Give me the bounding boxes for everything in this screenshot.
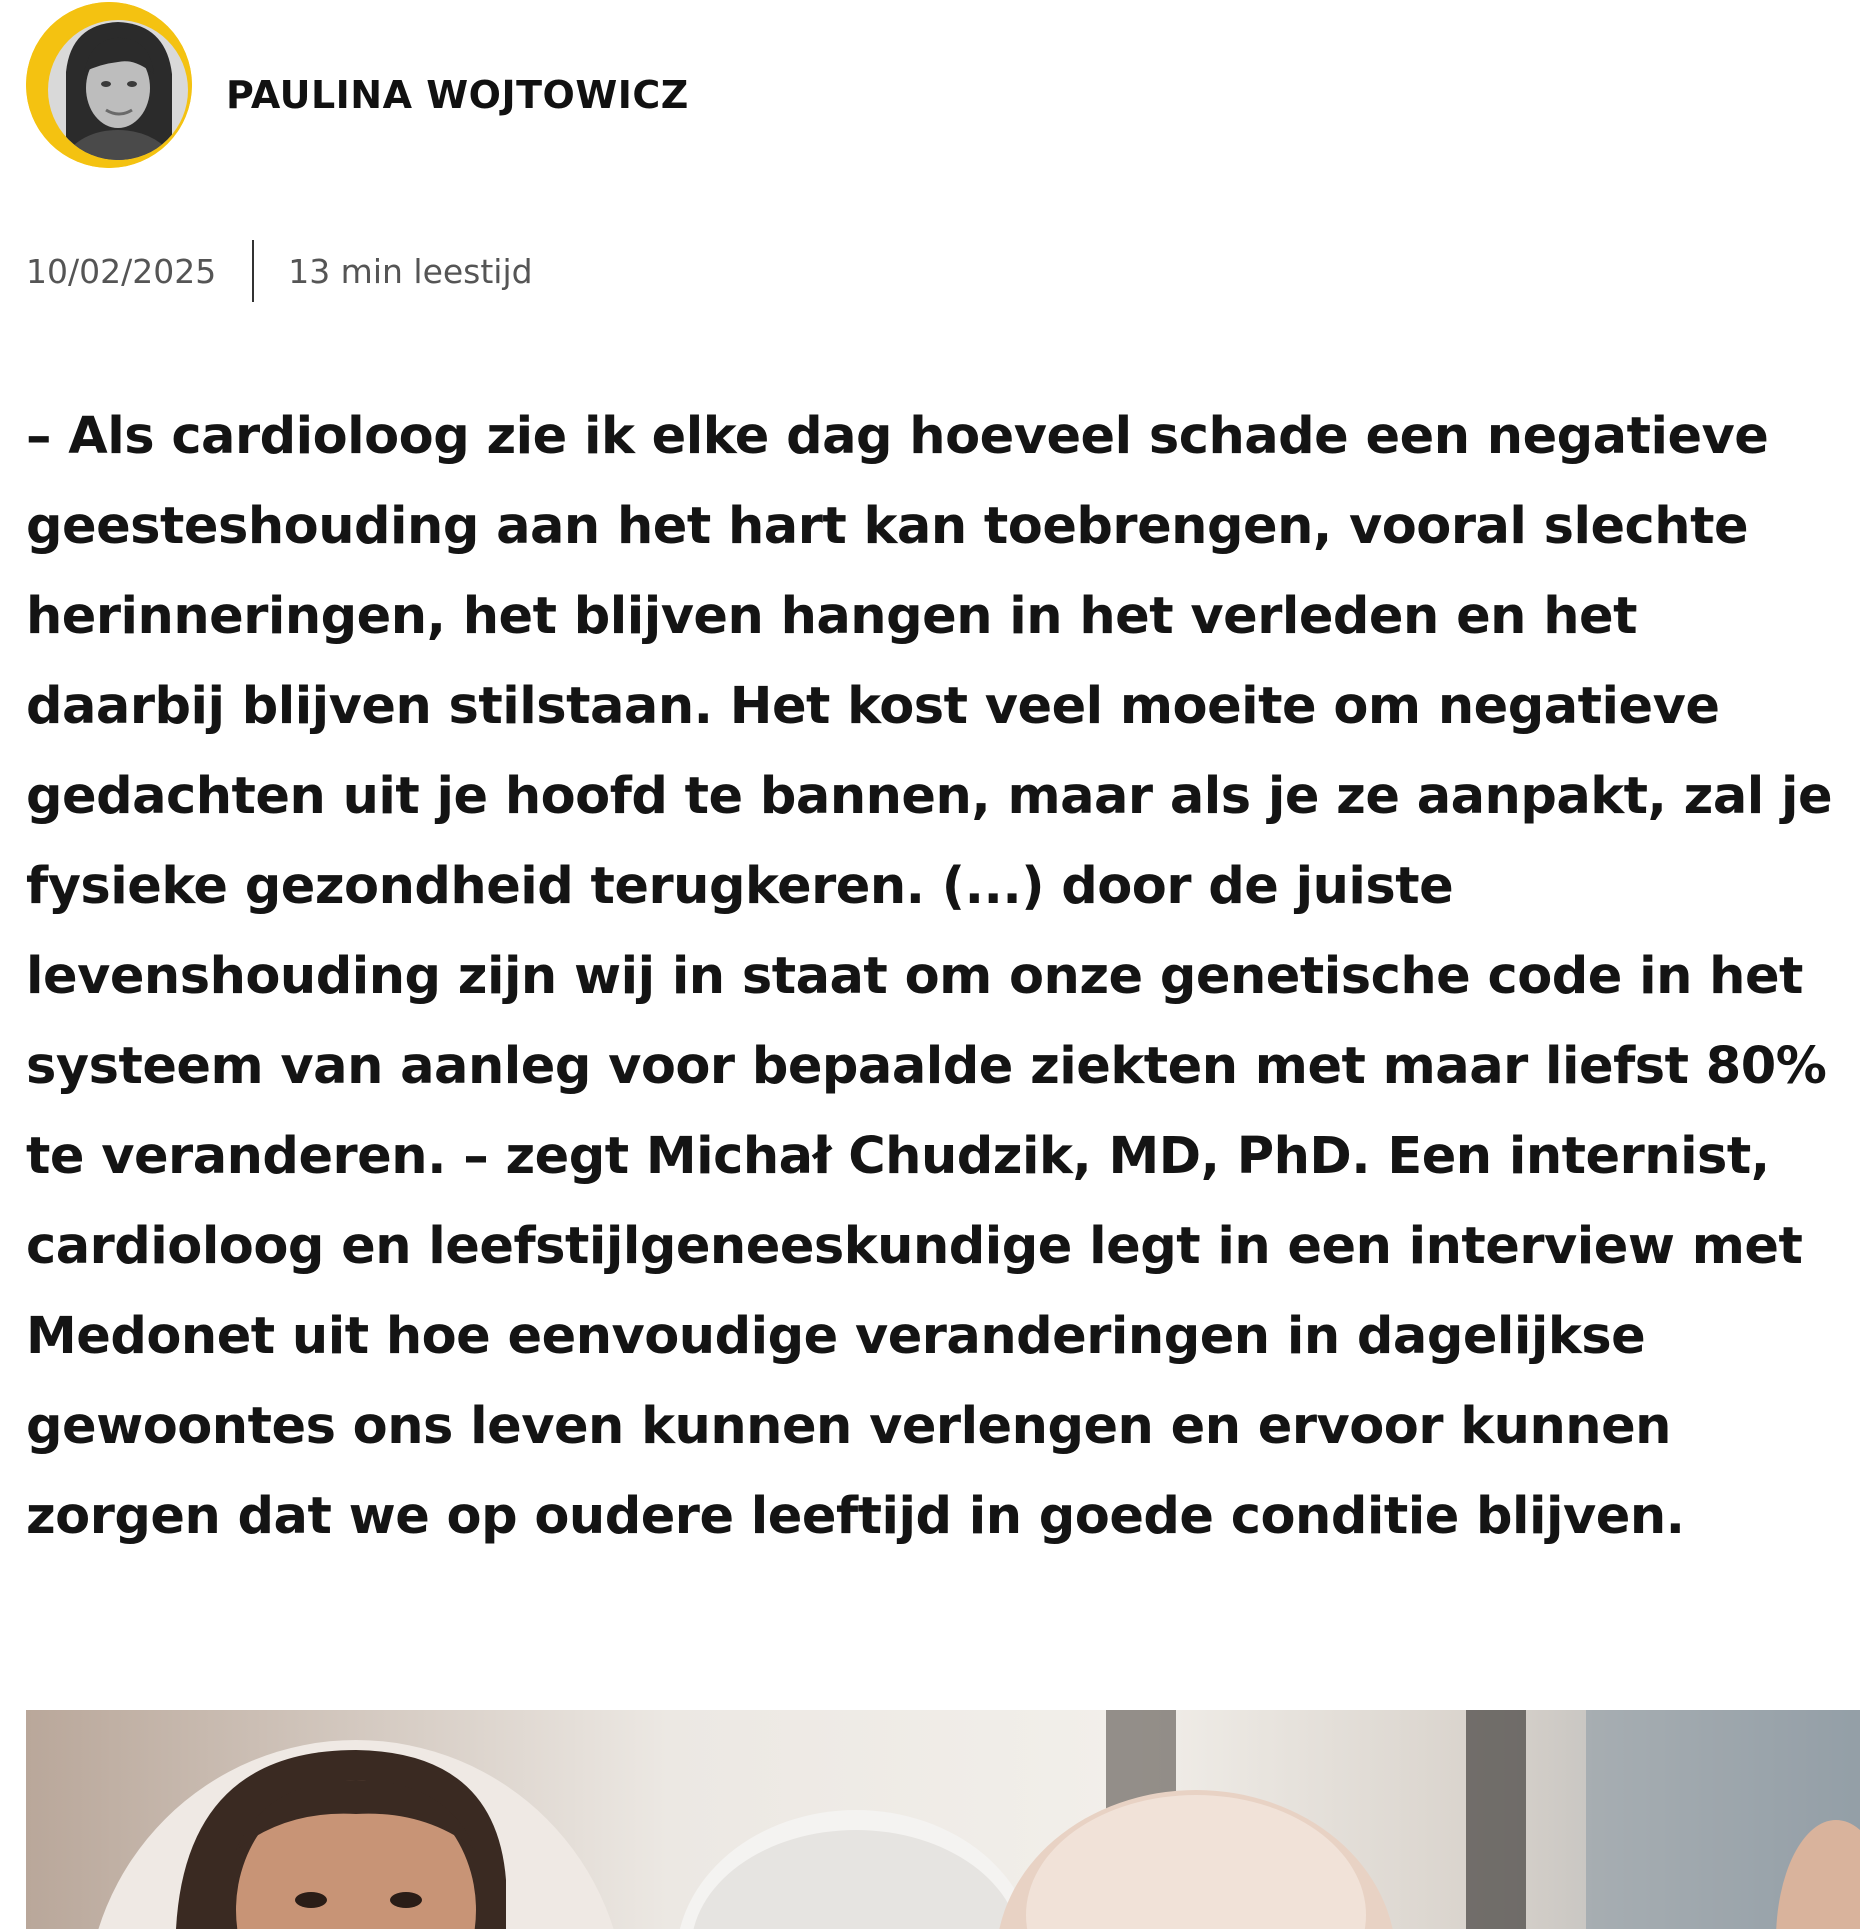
author-avatar[interactable] [26, 2, 192, 168]
hero-image [26, 1710, 1860, 1929]
read-time: 13 min leestijd [288, 251, 533, 291]
publish-date: 10/02/2025 [26, 251, 217, 291]
author-block [26, 2, 689, 168]
article-meta [26, 240, 533, 302]
meta-divider [252, 240, 254, 302]
author-photo [26, 2, 192, 168]
author-name[interactable]: PAULINA WOJTOWICZ [226, 73, 689, 117]
hero-photo [26, 1710, 1860, 1929]
article-lead: – Als cardioloog zie ik elke dag hoeveel schade een negatieve geesteshouding aan het hart kan toebrengen, vooral slechte herinneringen, het blijven hangen in het verleden en het daarbij blijven stilstaan. Het kost veel moeite om negatieve gedachten uit je hoofd te bannen, maar als je ze aanpakt, zal je fysieke gezondheid terugkeren. (...) door de juiste levenshouding zijn wij in staat om onze genetische code in het systeem van aanleg voor bepaalde ziekten met maar liefst 80% te veranderen. – zegt Michał Chudzik, MD, PhD. Een internist, cardioloog en leefstijlgeneeskundige legt in een interview met Medonet uit hoe eenvoudige veranderingen in dagelijkse gewoontes ons leven kunnen verlengen en ervoor kunnen zorgen dat we op oudere leeftijd in goede conditie blijven. [26, 407, 1833, 1546]
